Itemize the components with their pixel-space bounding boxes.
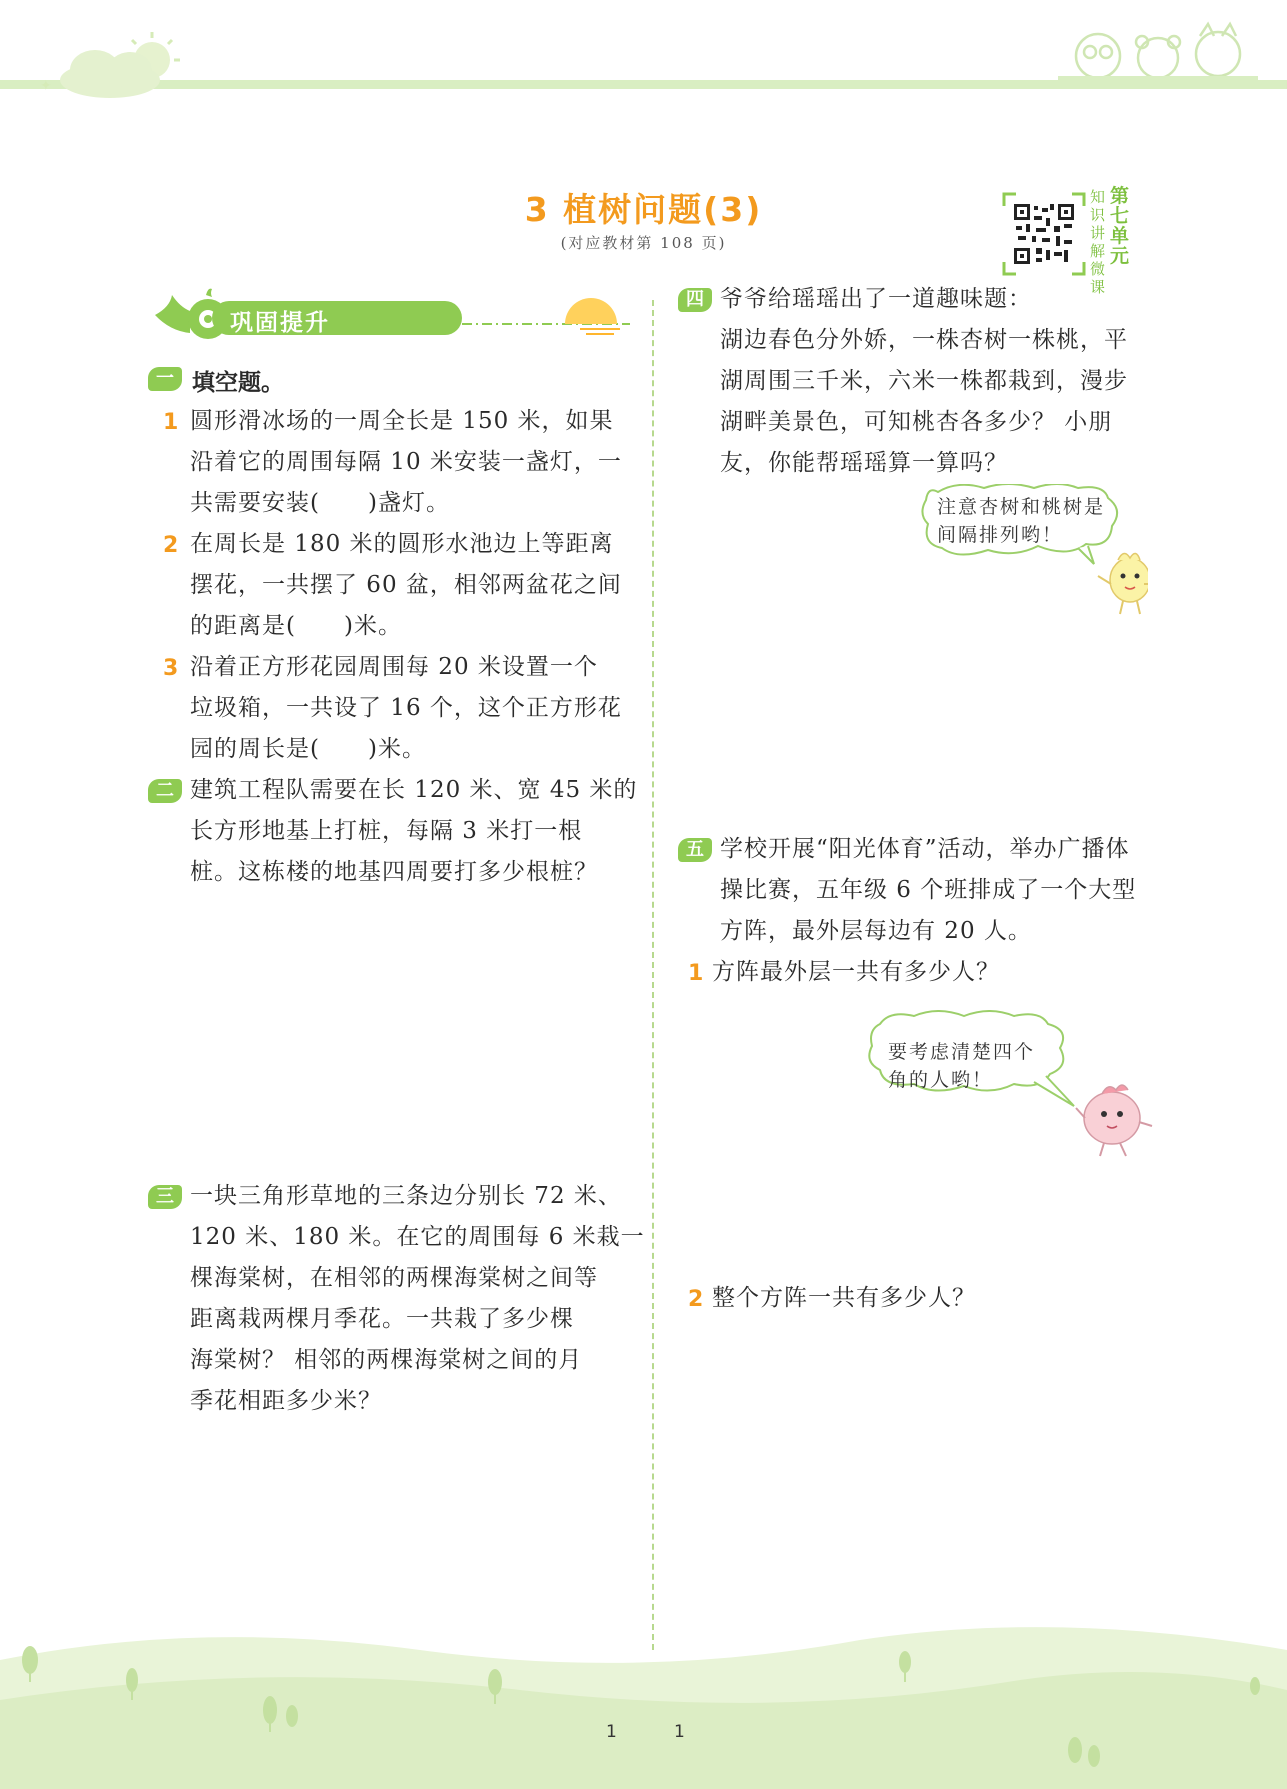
item-number: 2 <box>163 533 179 558</box>
unit-label: 第七单元 <box>1110 185 1130 267</box>
textbook-reference: (对应教材第 108 页) <box>560 234 727 252</box>
question-4-text: 爷爷给瑶瑶出了一道趣味题： 湖边春色分外娇，一株杏树一株桃，平 湖周围三千米，六米一株都栽到，漫步 湖畔美景色，可知桃杏各多少？ 小朋 友，你能帮瑶瑶算一算吗？ <box>720 286 1128 476</box>
qr-code-icon[interactable] <box>1002 192 1086 276</box>
question-badge-2: 二 <box>148 779 182 803</box>
page-number-right: 1 <box>674 1722 685 1742</box>
svg-text:✦: ✦ <box>40 78 52 94</box>
question-3-text: 一块三角形草地的三条边分别长 72 米、 120 米、180 米。在它的周围每 6 米栽一 棵海棠树，在相邻的两棵海棠树之间等 距离栽两棵月季花。一共栽了多少棵 海棠树？ 相邻的两棵海棠树之间的月 季花相距多少米？ <box>190 1183 645 1414</box>
animal-faces-icon <box>1058 18 1258 88</box>
cloud-sun-icon <box>40 30 190 100</box>
question-badge-1: 一 <box>148 367 182 391</box>
sub-question-text: 方阵最外层一共有多少人？ <box>712 959 1000 985</box>
sub-question-number: 1 <box>688 961 704 986</box>
section-banner <box>150 285 630 345</box>
micro-lesson-label: 知识讲解微课 <box>1090 188 1106 296</box>
item-text: 沿着正方形花园周围每 20 米设置一个 垃圾箱，一共设了 16 个，这个正方形花 园的周长是( )米。 <box>190 654 622 762</box>
question-badge-4: 四 <box>678 288 712 312</box>
question-badge-3: 三 <box>148 1185 182 1209</box>
page-title: 3 植树问题(3) <box>524 190 763 229</box>
sub-question-number: 2 <box>688 1287 704 1312</box>
hint-text-1: 注意杏树和桃树是 间隔排列哟！ <box>937 496 1106 546</box>
landscape-footer <box>0 1600 1287 1789</box>
sub-question-text: 整个方阵一共有多少人？ <box>712 1285 976 1311</box>
section-banner-label: 巩固提升 <box>230 310 330 336</box>
item-number: 3 <box>163 656 179 681</box>
question-1-heading: 填空题。 <box>192 370 284 396</box>
item-text: 在周长是 180 米的圆形水池边上等距离 摆花，一共摆了 60 盆，相邻两盆花之间 的距离是( )米。 <box>190 531 622 639</box>
column-divider <box>652 300 654 1650</box>
hint-text-2: 要考虑清楚四个 角的人哟！ <box>888 1041 1036 1091</box>
item-number: 1 <box>163 410 179 435</box>
question-badge-5: 五 <box>678 838 712 862</box>
item-text: 圆形滑冰场的一周全长是 150 米，如果 沿着它的周围每隔 10 米安装一盏灯，一 共需要安装( )盏灯。 <box>190 408 622 516</box>
question-2-text: 建筑工程队需要在长 120 米、宽 45 米的 长方形地基上打桩，每隔 3 米打一根 桩。这栋楼的地基四周要打多少根桩？ <box>190 777 638 885</box>
page-number-left: 1 <box>606 1722 617 1742</box>
question-5-text: 学校开展“阳光体育”活动，举办广播体 操比赛，五年级 6 个班排成了一个大型 方阵，最外层每边有 20 人。 <box>720 836 1137 944</box>
